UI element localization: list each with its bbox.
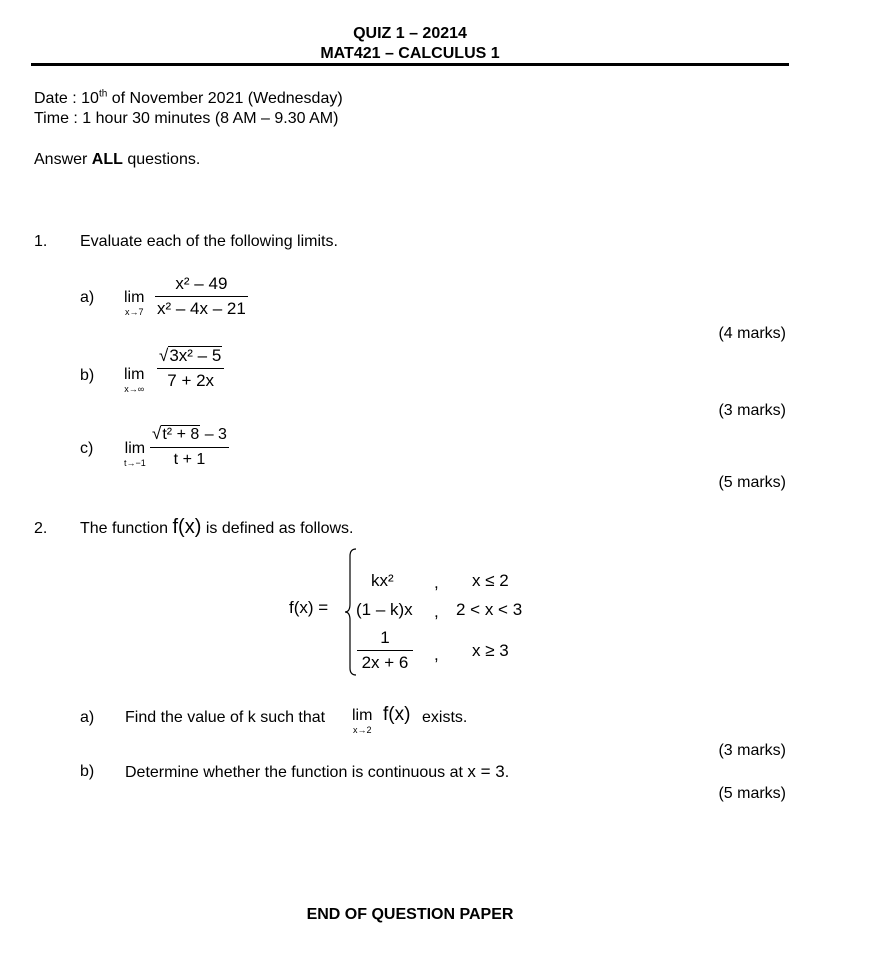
q2a-marks: (3 marks) [718, 742, 786, 759]
end-of-paper: END OF QUESTION PAPER [306, 906, 514, 923]
piecewise-row2-expr: (1 – k)x [356, 600, 413, 619]
q2-number: 2. [34, 520, 48, 537]
piecewise-row2-comma: , [434, 602, 439, 621]
q1b-limit: lim x→∞ [124, 366, 145, 394]
q1c-limit: lim t→−1 [124, 440, 146, 468]
q2a-suffix: exists. [422, 709, 468, 726]
q2a-label: a) [80, 709, 95, 726]
q1b-fraction: $\frac{\text{√3x² – 5}}{7 + 2x}$ [157, 346, 224, 391]
piecewise-row3-fraction: $\frac{1}{2x + 6}$ [357, 628, 413, 673]
sqrt-icon: √ [159, 346, 169, 365]
q1c-fraction: $\frac{\text{√t² + 8 – 3}}{t + 1}$ [152, 424, 227, 468]
q1c-marks: (5 marks) [718, 474, 786, 491]
piecewise-row3-cond: x ≥ 3 [472, 641, 509, 660]
q1a-limit: lim x→7 [124, 289, 145, 317]
piecewise-row1-comma: , [434, 573, 439, 592]
q2b-marks: (5 marks) [718, 785, 786, 802]
q1-text: Evaluate each of the following limits. [80, 233, 338, 250]
q2a-func: f(x) [383, 704, 411, 725]
date-line: Date : 10th of November 2021 (Wednesday) [34, 88, 343, 107]
q1c-label: c) [80, 440, 94, 457]
q1-number: 1. [34, 233, 48, 250]
piecewise-row1-cond: x ≤ 2 [472, 571, 509, 590]
q1a-marks: (4 marks) [718, 325, 786, 342]
q2-text: The function f(x) is defined as follows. [80, 516, 354, 538]
q2a-limit: lim x→2 [352, 707, 373, 735]
q2a-text: Find the value of k such that [125, 709, 326, 726]
q1a-label: a) [80, 289, 95, 306]
q2b-text: Determine whether the function is continuous at x = 3. [125, 762, 510, 781]
course-title: MAT421 – CALCULUS 1 [320, 45, 500, 62]
piecewise-row3-comma: , [434, 645, 439, 664]
piecewise-lhs: f(x) = [289, 598, 329, 617]
header-rule [31, 63, 789, 66]
q1a-fraction: $\frac{\text{x² – 49}}{\text{x² – 4x – 21}}$ [157, 274, 246, 318]
sqrt-icon: √ [152, 424, 162, 443]
instructions: Answer ALL questions. [34, 151, 201, 168]
piecewise-row1-expr: kx² [371, 571, 394, 590]
q1b-marks: (3 marks) [718, 402, 786, 419]
piecewise-row2-cond: 2 < x < 3 [456, 600, 523, 619]
q2b-label: b) [80, 763, 95, 780]
time-line: Time : 1 hour 30 minutes (8 AM – 9.30 AM) [34, 110, 339, 127]
quiz-title: QUIZ 1 – 20214 [353, 25, 467, 42]
q1b-label: b) [80, 367, 95, 384]
